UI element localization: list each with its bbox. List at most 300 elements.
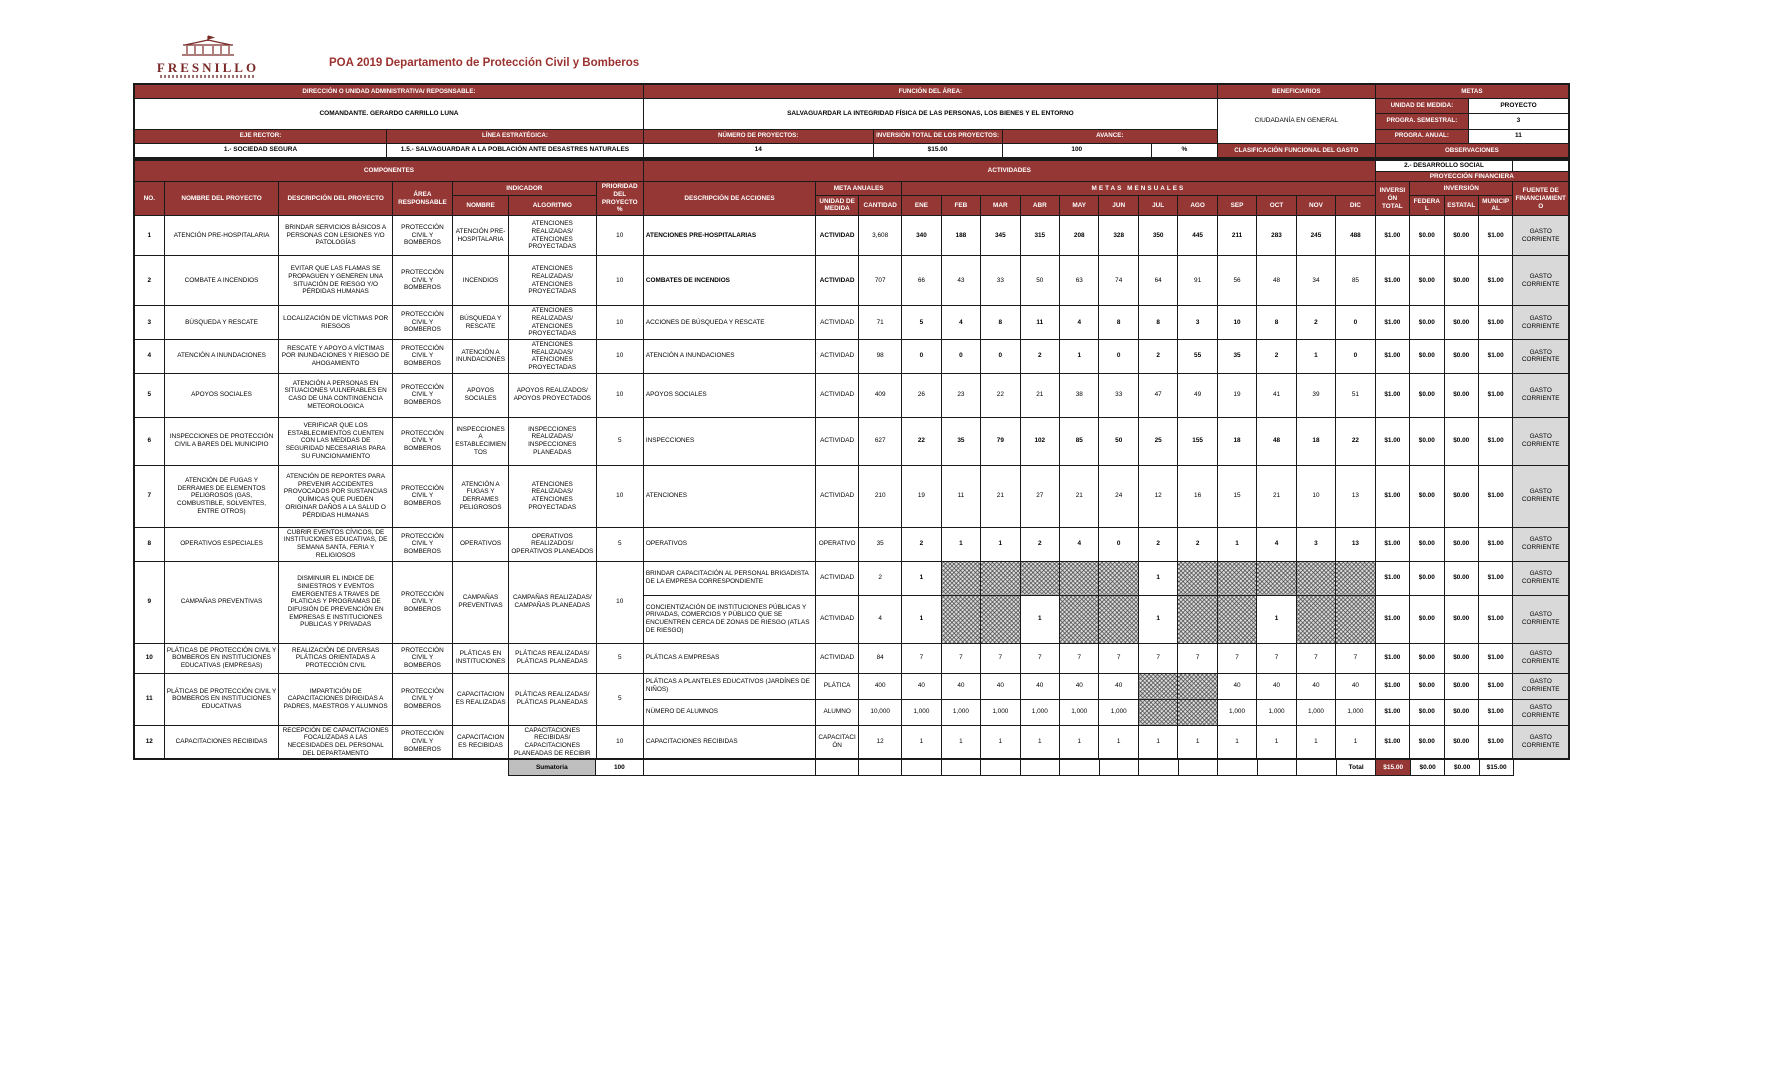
quantity-cell: 409	[859, 373, 902, 417]
table-row	[134, 373, 1569, 417]
estatal-cell: $0.00	[1444, 417, 1478, 465]
month-value-cell: 1	[1060, 725, 1099, 759]
project-name-cell: INSPECCIONES DE PROTECCIÓN CIVIL A BARES DEL MUNICIPIO	[164, 417, 279, 465]
project-description-cell: LOCALIZACIÓN DE VÍCTIMAS POR RIESGOS	[279, 306, 392, 340]
project-number-cell: 6	[134, 417, 164, 465]
month-hatched-cell	[1138, 673, 1177, 699]
project-name-cell: OPERATIVOS ESPECIALES	[164, 527, 279, 561]
month-value-cell: 10	[1217, 306, 1256, 340]
estatal-cell: $0.00	[1444, 527, 1478, 561]
unidad-medida-label: UNIDAD DE MEDIDA:	[1375, 98, 1468, 113]
footer-empty-cell	[1060, 760, 1100, 776]
table-row	[134, 216, 1569, 256]
month-hatched-cell	[1178, 595, 1217, 643]
logo-tagline-decor	[160, 75, 256, 78]
month-value-cell: 7	[1099, 643, 1138, 673]
month-value-cell: 11	[941, 465, 980, 527]
quantity-cell: 84	[859, 643, 902, 673]
progra-anual-value: 11	[1468, 129, 1569, 143]
footer-empty-cell	[1257, 760, 1297, 776]
month-value-cell: 19	[902, 465, 941, 527]
indicator-algorithm-cell: CAPACITACIONES RECIBIDAS/ CAPACITACIONES PLANEADAS DE RECIBIR	[509, 725, 597, 759]
col-indicador: INDICADOR	[453, 182, 596, 195]
funcion-value: SALVAGUARDAR LA INTEGRIDAD FÍSICA DE LAS PERSONAS, LOS BIENES Y EL ENTORNO	[643, 98, 1217, 129]
month-value-cell: 1	[941, 527, 980, 561]
unit-cell: ACTIVIDAD	[816, 256, 859, 306]
project-name-cell: BÚSQUEDA Y RESCATE	[164, 306, 279, 340]
col-month-feb: FEB	[941, 195, 980, 215]
indicator-name-cell: APOYOS SOCIALES	[453, 373, 509, 417]
month-value-cell: 85	[1060, 417, 1099, 465]
logo-wordmark: FRESNILLO	[156, 60, 260, 75]
eje-rector-value: 1.- SOCIEDAD SEGURA	[134, 143, 387, 158]
municipal-cell: $1.00	[1478, 673, 1512, 699]
priority-cell: 5	[596, 643, 643, 673]
month-value-cell: 7	[1178, 643, 1217, 673]
project-name-cell: PLÁTICAS DE PROTECCIÓN CIVIL Y BOMBEROS EN INSTITUCIONES EDUCATIVAS	[164, 673, 279, 725]
month-value-cell: 188	[941, 216, 980, 256]
priority-cell: 10	[596, 256, 643, 306]
priority-cell: 10	[596, 306, 643, 340]
priority-cell: 5	[596, 417, 643, 465]
num-proyectos-label: NÚMERO DE PROYECTOS:	[643, 129, 873, 143]
month-value-cell: 1	[1138, 725, 1177, 759]
brand-row	[133, 38, 1570, 78]
footer-empty-cell	[1099, 760, 1139, 776]
table-row	[134, 561, 1569, 595]
quantity-cell: 2	[859, 561, 902, 595]
month-value-cell: 2	[1020, 339, 1059, 373]
indicator-algorithm-cell: INSPECCIONES REALIZADAS/ INSPECCIONES PLANEADAS	[509, 417, 597, 465]
action-description-cell: ATENCIÓN A INUNDACIONES	[643, 339, 815, 373]
municipal-cell: $1.00	[1478, 339, 1512, 373]
month-value-cell: 7	[1336, 643, 1375, 673]
fresnillo-logo	[133, 35, 283, 78]
month-hatched-cell	[1099, 561, 1138, 595]
area-cell: PROTECCIÓN CIVIL Y BOMBEROS	[392, 373, 452, 417]
action-description-cell: ATENCIONES PRE-HOSPITALARIAS	[643, 216, 815, 256]
month-value-cell: 40	[981, 673, 1020, 699]
estatal-cell: $0.00	[1444, 643, 1478, 673]
project-name-cell: APOYOS SOCIALES	[164, 373, 279, 417]
project-description-cell: IMPARTICIÓN DE CAPACITACIONES DIRIGIDAS A PADRES, MAESTROS Y ALUMNOS	[279, 673, 392, 725]
month-value-cell: 40	[1336, 673, 1375, 699]
action-description-cell: PLÁTICAS A EMPRESAS	[643, 643, 815, 673]
investment-total-cell: $1.00	[1375, 673, 1409, 699]
action-description-cell: ACCIONES DE BÚSQUEDA Y RESCATE	[643, 306, 815, 340]
month-value-cell: 0	[1099, 527, 1138, 561]
municipal-cell: $1.00	[1478, 725, 1512, 759]
federal-cell: $0.00	[1410, 595, 1444, 643]
month-value-cell: 1	[1178, 725, 1217, 759]
month-value-cell: 56	[1217, 256, 1256, 306]
project-name-cell: PLÁTICAS DE PROTECCIÓN CIVIL Y BOMBEROS EN INSTITUCIONES EDUCATIVAS (EMPRESAS)	[164, 643, 279, 673]
month-hatched-cell	[1178, 699, 1217, 725]
col-month-jun: JUN	[1099, 195, 1138, 215]
federal-cell: $0.00	[1410, 465, 1444, 527]
indicator-algorithm-cell: ATENCIONES REALIZADAS/ ATENCIONES PROYECTADAS	[509, 256, 597, 306]
month-value-cell: 34	[1296, 256, 1335, 306]
month-hatched-cell	[981, 595, 1020, 643]
action-description-cell: CAPACITACIONES RECIBIDAS	[643, 725, 815, 759]
action-description-cell: CONCIENTIZACIÓN DE INSTITUCIONES PÚBLICAS Y PRIVADAS, COMERCIOS Y PÚBLICO QUE SE ENCUENTREN CERCA DE ZONAS DE RIESGO (ATLAS DE RIESGO)	[643, 595, 815, 643]
month-value-cell: 21	[1060, 465, 1099, 527]
totals-table	[133, 759, 1570, 776]
month-value-cell: 39	[1296, 373, 1335, 417]
investment-total-cell: $1.00	[1375, 216, 1409, 256]
funding-source-cell: GASTO CORRIENTE	[1513, 699, 1569, 725]
month-value-cell: 7	[1138, 643, 1177, 673]
quantity-cell: 4	[859, 595, 902, 643]
col-estatal: ESTATAL	[1444, 195, 1478, 215]
month-value-cell: 1	[1336, 725, 1375, 759]
investment-total-cell: $1.00	[1375, 306, 1409, 340]
month-value-cell: 18	[1217, 417, 1256, 465]
estatal-cell: $0.00	[1444, 216, 1478, 256]
municipal-cell: $1.00	[1478, 699, 1512, 725]
month-value-cell: 345	[981, 216, 1020, 256]
federal-cell: $0.00	[1410, 417, 1444, 465]
municipal-cell: $1.00	[1478, 465, 1512, 527]
month-hatched-cell	[1099, 595, 1138, 643]
project-description-cell: VERIFICAR QUE LOS ESTABLECIMIENTOS CUENTEN CON LAS MEDIDAS DE SEGURIDAD NECESARIAS PARA SU FUNCIONAMIENTO	[279, 417, 392, 465]
col-algoritmo: ALGORITMO	[509, 195, 597, 215]
beneficiarios-label: BENEFICIARIOS	[1217, 84, 1375, 98]
total-estatal: $0.00	[1445, 760, 1479, 776]
indicator-algorithm-cell: ATENCIONES REALIZADAS/ ATENCIONES PROYECTADAS	[509, 216, 597, 256]
priority-cell: 5	[596, 673, 643, 725]
month-hatched-cell	[941, 561, 980, 595]
avance-unit: %	[1151, 143, 1217, 158]
federal-cell: $0.00	[1410, 643, 1444, 673]
table-row	[134, 306, 1569, 340]
estatal-cell: $0.00	[1444, 561, 1478, 595]
action-description-cell: ATENCIONES	[643, 465, 815, 527]
month-value-cell: 340	[902, 216, 941, 256]
month-value-cell: 11	[1020, 306, 1059, 340]
action-description-cell: PLÁTICAS A PLANTELES EDUCATIVOS (JARDÍNES DE NIÑOS)	[643, 673, 815, 699]
month-value-cell: 40	[902, 673, 941, 699]
month-hatched-cell	[1178, 561, 1217, 595]
unit-cell: PLÁTICA	[816, 673, 859, 699]
estatal-cell: $0.00	[1444, 256, 1478, 306]
month-value-cell: 7	[1020, 643, 1059, 673]
observaciones-value	[1513, 160, 1569, 171]
municipal-cell: $1.00	[1478, 527, 1512, 561]
month-hatched-cell	[1217, 561, 1256, 595]
investment-total-cell: $1.00	[1375, 339, 1409, 373]
project-number-cell: 11	[134, 673, 164, 725]
funding-source-cell: GASTO CORRIENTE	[1513, 256, 1569, 306]
month-value-cell: 1	[902, 561, 941, 595]
project-number-cell: 3	[134, 306, 164, 340]
priority-cell: 10	[596, 465, 643, 527]
month-value-cell: 1	[902, 595, 941, 643]
estatal-cell: $0.00	[1444, 673, 1478, 699]
priority-cell: 10	[596, 373, 643, 417]
priority-cell: 10	[596, 561, 643, 643]
federal-cell: $0.00	[1410, 339, 1444, 373]
month-value-cell: 15	[1217, 465, 1256, 527]
funding-source-cell: GASTO CORRIENTE	[1513, 673, 1569, 699]
month-value-cell: 50	[1020, 256, 1059, 306]
unit-cell: ACTIVIDAD	[816, 306, 859, 340]
table-row	[134, 643, 1569, 673]
col-month-ago: AGO	[1178, 195, 1217, 215]
info-table	[133, 83, 1570, 159]
month-value-cell: 33	[1099, 373, 1138, 417]
project-name-cell: ATENCIÓN A INUNDACIONES	[164, 339, 279, 373]
federal-cell: $0.00	[1410, 306, 1444, 340]
project-description-cell: EVITAR QUE LAS FLAMAS SE PROPAGUEN Y GENEREN UNA SITUACIÓN DE RIESGO Y/O PÉRDIDAS HUMANAS	[279, 256, 392, 306]
unit-cell: ACTIVIDAD	[816, 417, 859, 465]
month-value-cell: 4	[1060, 527, 1099, 561]
month-value-cell: 488	[1336, 216, 1375, 256]
area-cell: PROTECCIÓN CIVIL Y BOMBEROS	[392, 417, 452, 465]
month-value-cell: 1	[1060, 339, 1099, 373]
col-month-dic: DIC	[1336, 195, 1375, 215]
month-value-cell: 1,000	[1336, 699, 1375, 725]
month-value-cell: 40	[941, 673, 980, 699]
unit-cell: ACTIVIDAD	[816, 373, 859, 417]
month-value-cell: 1,000	[1257, 699, 1296, 725]
federal-cell: $0.00	[1410, 256, 1444, 306]
month-value-cell: 21	[1020, 373, 1059, 417]
month-value-cell: 8	[981, 306, 1020, 340]
footer-filler-right	[1514, 760, 1570, 776]
quantity-cell: 71	[859, 306, 902, 340]
federal-cell: $0.00	[1410, 561, 1444, 595]
month-value-cell: 26	[902, 373, 941, 417]
indicator-name-cell: ATENCIÓN A FUGAS Y DERRAMES PELIGROSOS	[453, 465, 509, 527]
month-value-cell: 4	[1257, 527, 1296, 561]
col-fuente: FUENTE DE FINANCIAMIENTO	[1513, 182, 1569, 216]
indicator-algorithm-cell: APOYOS REALIZADOS/ APOYOS PROYECTADOS	[509, 373, 597, 417]
estatal-cell: $0.00	[1444, 373, 1478, 417]
unit-cell: ACTIVIDAD	[816, 465, 859, 527]
month-value-cell: 33	[981, 256, 1020, 306]
month-value-cell: 12	[1138, 465, 1177, 527]
project-name-cell: ATENCIÓN DE FUGAS Y DERRAMES DE ELEMENTOS PELIGROSOS (GAS, COMBUSTIBLE, SOLVENTES, ENTRE OTROS)	[164, 465, 279, 527]
indicator-name-cell: CAPACITACIONES REALIZADAS	[453, 673, 509, 725]
month-value-cell: 350	[1138, 216, 1177, 256]
month-value-cell: 1	[981, 725, 1020, 759]
unidad-medida-value: PROYECTO	[1468, 98, 1569, 113]
month-value-cell: 1,000	[1020, 699, 1059, 725]
area-cell: PROTECCIÓN CIVIL Y BOMBEROS	[392, 643, 452, 673]
progra-semestral-label: PROGRA. SEMESTRAL:	[1375, 113, 1468, 129]
linea-value: 1.5.- SALVAGUARDAR A LA POBLACIÓN ANTE DESASTRES NATURALES	[387, 143, 644, 158]
municipal-cell: $1.00	[1478, 373, 1512, 417]
indicator-name-cell: BÚSQUEDA Y RESCATE	[453, 306, 509, 340]
col-month-sep: SEP	[1217, 195, 1256, 215]
month-hatched-cell	[1257, 561, 1296, 595]
clasificacion-value: 2.- DESARROLLO SOCIAL	[1375, 160, 1513, 171]
month-value-cell: 22	[1336, 417, 1375, 465]
indicator-name-cell: INSPECCIONES A ESTABLECIMIENTOS	[453, 417, 509, 465]
col-prioridad: PRIORIDAD DEL PROYECTO %	[596, 182, 643, 216]
project-number-cell: 12	[134, 725, 164, 759]
indicator-algorithm-cell: ATENCIONES REALIZADAS/ ATENCIONES PROYECTADAS	[509, 465, 597, 527]
indicator-name-cell: CAMPAÑAS PREVENTIVAS	[453, 561, 509, 643]
estatal-cell: $0.00	[1444, 306, 1478, 340]
month-value-cell: 40	[1296, 673, 1335, 699]
quantity-cell: 210	[859, 465, 902, 527]
month-value-cell: 1	[981, 527, 1020, 561]
total-label: Total	[1336, 760, 1376, 776]
col-cantidad: CANTIDAD	[859, 195, 902, 215]
col-acciones: DESCRIPCIÓN DE ACCIONES	[643, 182, 815, 216]
month-value-cell: 445	[1178, 216, 1217, 256]
month-value-cell: 48	[1257, 256, 1296, 306]
table-row	[134, 417, 1569, 465]
quantity-cell: 3,608	[859, 216, 902, 256]
proyeccion-financiera-band: PROYECCIÓN FINANCIERA	[1375, 171, 1569, 182]
col-federal: FEDERAL	[1410, 195, 1444, 215]
month-value-cell: 1	[1099, 725, 1138, 759]
investment-total-cell: $1.00	[1375, 465, 1409, 527]
investment-total-cell: $1.00	[1375, 417, 1409, 465]
col-unidad: UNIDAD DE MEDIDA	[816, 195, 859, 215]
federal-cell: $0.00	[1410, 699, 1444, 725]
action-description-cell: OPERATIVOS	[643, 527, 815, 561]
federal-cell: $0.00	[1410, 216, 1444, 256]
table-row	[134, 527, 1569, 561]
month-value-cell: 0	[1336, 339, 1375, 373]
month-value-cell: 7	[1217, 643, 1256, 673]
estatal-cell: $0.00	[1444, 595, 1478, 643]
month-value-cell: 66	[902, 256, 941, 306]
federal-cell: $0.00	[1410, 673, 1444, 699]
document-sheet	[133, 38, 1570, 776]
estatal-cell: $0.00	[1444, 465, 1478, 527]
month-value-cell: 22	[902, 417, 941, 465]
table-row	[134, 465, 1569, 527]
indicator-algorithm-cell: PLÁTICAS REALIZADAS/ PLÁTICAS PLANEADAS	[509, 673, 597, 725]
federal-cell: $0.00	[1410, 725, 1444, 759]
project-number-cell: 9	[134, 561, 164, 643]
municipal-cell: $1.00	[1478, 256, 1512, 306]
month-value-cell: 0	[902, 339, 941, 373]
col-month-jul: JUL	[1138, 195, 1177, 215]
month-value-cell: 3	[1296, 527, 1335, 561]
month-hatched-cell	[1336, 595, 1375, 643]
indicator-algorithm-cell: CAMPAÑAS REALIZADAS/ CAMPAÑAS PLANEADAS	[509, 561, 597, 643]
investment-total-cell: $1.00	[1375, 527, 1409, 561]
footer-empty-cell	[981, 760, 1021, 776]
indicator-name-cell: CAPACITACIONES RECIBIDAS	[453, 725, 509, 759]
month-value-cell: 1,000	[1296, 699, 1335, 725]
linea-label: LÍNEA ESTRATÉGICA:	[387, 129, 644, 143]
footer-empty-cell	[1178, 760, 1218, 776]
col-inversion-total: INVERSIÓN TOTAL	[1375, 182, 1409, 216]
month-hatched-cell	[1296, 595, 1335, 643]
area-cell: PROTECCIÓN CIVIL Y BOMBEROS	[392, 673, 452, 725]
month-value-cell: 55	[1178, 339, 1217, 373]
month-value-cell: 1	[1296, 339, 1335, 373]
beneficiarios-value: CIUDADANÍA EN GENERAL	[1217, 98, 1375, 143]
month-value-cell: 283	[1257, 216, 1296, 256]
month-hatched-cell	[1060, 561, 1099, 595]
action-description-cell: COMBATES DE INCENDIOS	[643, 256, 815, 306]
quantity-cell: 35	[859, 527, 902, 561]
month-value-cell: 43	[941, 256, 980, 306]
month-value-cell: 155	[1178, 417, 1217, 465]
actividades-band: ACTIVIDADES	[643, 160, 1375, 182]
month-value-cell: 1	[1257, 725, 1296, 759]
col-nombre: NOMBRE DEL PROYECTO	[164, 182, 279, 216]
unit-cell: OPERATIVO	[816, 527, 859, 561]
col-month-abr: ABR	[1020, 195, 1059, 215]
month-value-cell: 63	[1060, 256, 1099, 306]
month-value-cell: 1,000	[1217, 699, 1256, 725]
inversion-label: INVERSIÓN TOTAL DE LOS PROYECTOS:	[873, 129, 1002, 143]
municipal-cell: $1.00	[1478, 643, 1512, 673]
quantity-cell: 10,000	[859, 699, 902, 725]
funding-source-cell: GASTO CORRIENTE	[1513, 561, 1569, 595]
unit-cell: ACTIVIDAD	[816, 643, 859, 673]
col-month-may: MAY	[1060, 195, 1099, 215]
month-value-cell: 2	[1138, 339, 1177, 373]
area-cell: PROTECCIÓN CIVIL Y BOMBEROS	[392, 527, 452, 561]
priority-cell: 10	[596, 216, 643, 256]
month-value-cell: 211	[1217, 216, 1256, 256]
month-value-cell: 1,000	[902, 699, 941, 725]
action-description-cell: BRINDAR CAPACITACIÓN AL PERSONAL BRIGADISTA DE LA EMPRESA CORRESPONDIENTE	[643, 561, 815, 595]
month-value-cell: 0	[981, 339, 1020, 373]
project-number-cell: 10	[134, 643, 164, 673]
col-month-oct: OCT	[1257, 195, 1296, 215]
indicator-name-cell: ATENCIÓN A INUNDACIONES	[453, 339, 509, 373]
observaciones-label: OBSERVACIONES	[1375, 143, 1569, 158]
month-value-cell: 2	[1257, 339, 1296, 373]
table-row	[134, 673, 1569, 699]
month-value-cell: 245	[1296, 216, 1335, 256]
month-value-cell: 13	[1336, 527, 1375, 561]
project-number-cell: 1	[134, 216, 164, 256]
project-name-cell: CAPACITACIONES RECIBIDAS	[164, 725, 279, 759]
month-value-cell: 2	[1020, 527, 1059, 561]
unit-cell: ACTIVIDAD	[816, 561, 859, 595]
month-value-cell: 48	[1257, 417, 1296, 465]
estatal-cell: $0.00	[1444, 699, 1478, 725]
month-value-cell: 328	[1099, 216, 1138, 256]
month-value-cell: 74	[1099, 256, 1138, 306]
area-cell: PROTECCIÓN CIVIL Y BOMBEROS	[392, 465, 452, 527]
col-descripcion: DESCRIPCIÓN DEL PROYECTO	[279, 182, 392, 216]
municipal-cell: $1.00	[1478, 306, 1512, 340]
month-value-cell: 2	[902, 527, 941, 561]
project-number-cell: 5	[134, 373, 164, 417]
month-value-cell: 1	[1020, 595, 1059, 643]
avance-value: 100	[1002, 143, 1151, 158]
table-row	[134, 256, 1569, 306]
table-row	[134, 725, 1569, 759]
footer-empty-cell	[816, 760, 859, 776]
month-value-cell: 1	[1257, 595, 1296, 643]
unit-cell: CAPACITACIÓN	[816, 725, 859, 759]
month-value-cell: 40	[1099, 673, 1138, 699]
month-value-cell: 7	[981, 643, 1020, 673]
month-value-cell: 35	[1217, 339, 1256, 373]
month-value-cell: 40	[1020, 673, 1059, 699]
footer-empty-cell	[941, 760, 981, 776]
month-value-cell: 2	[1138, 527, 1177, 561]
federal-cell: $0.00	[1410, 373, 1444, 417]
project-number-cell: 8	[134, 527, 164, 561]
progra-anual-label: PROGRA. ANUAL:	[1375, 129, 1468, 143]
footer-empty-cell	[1020, 760, 1060, 776]
